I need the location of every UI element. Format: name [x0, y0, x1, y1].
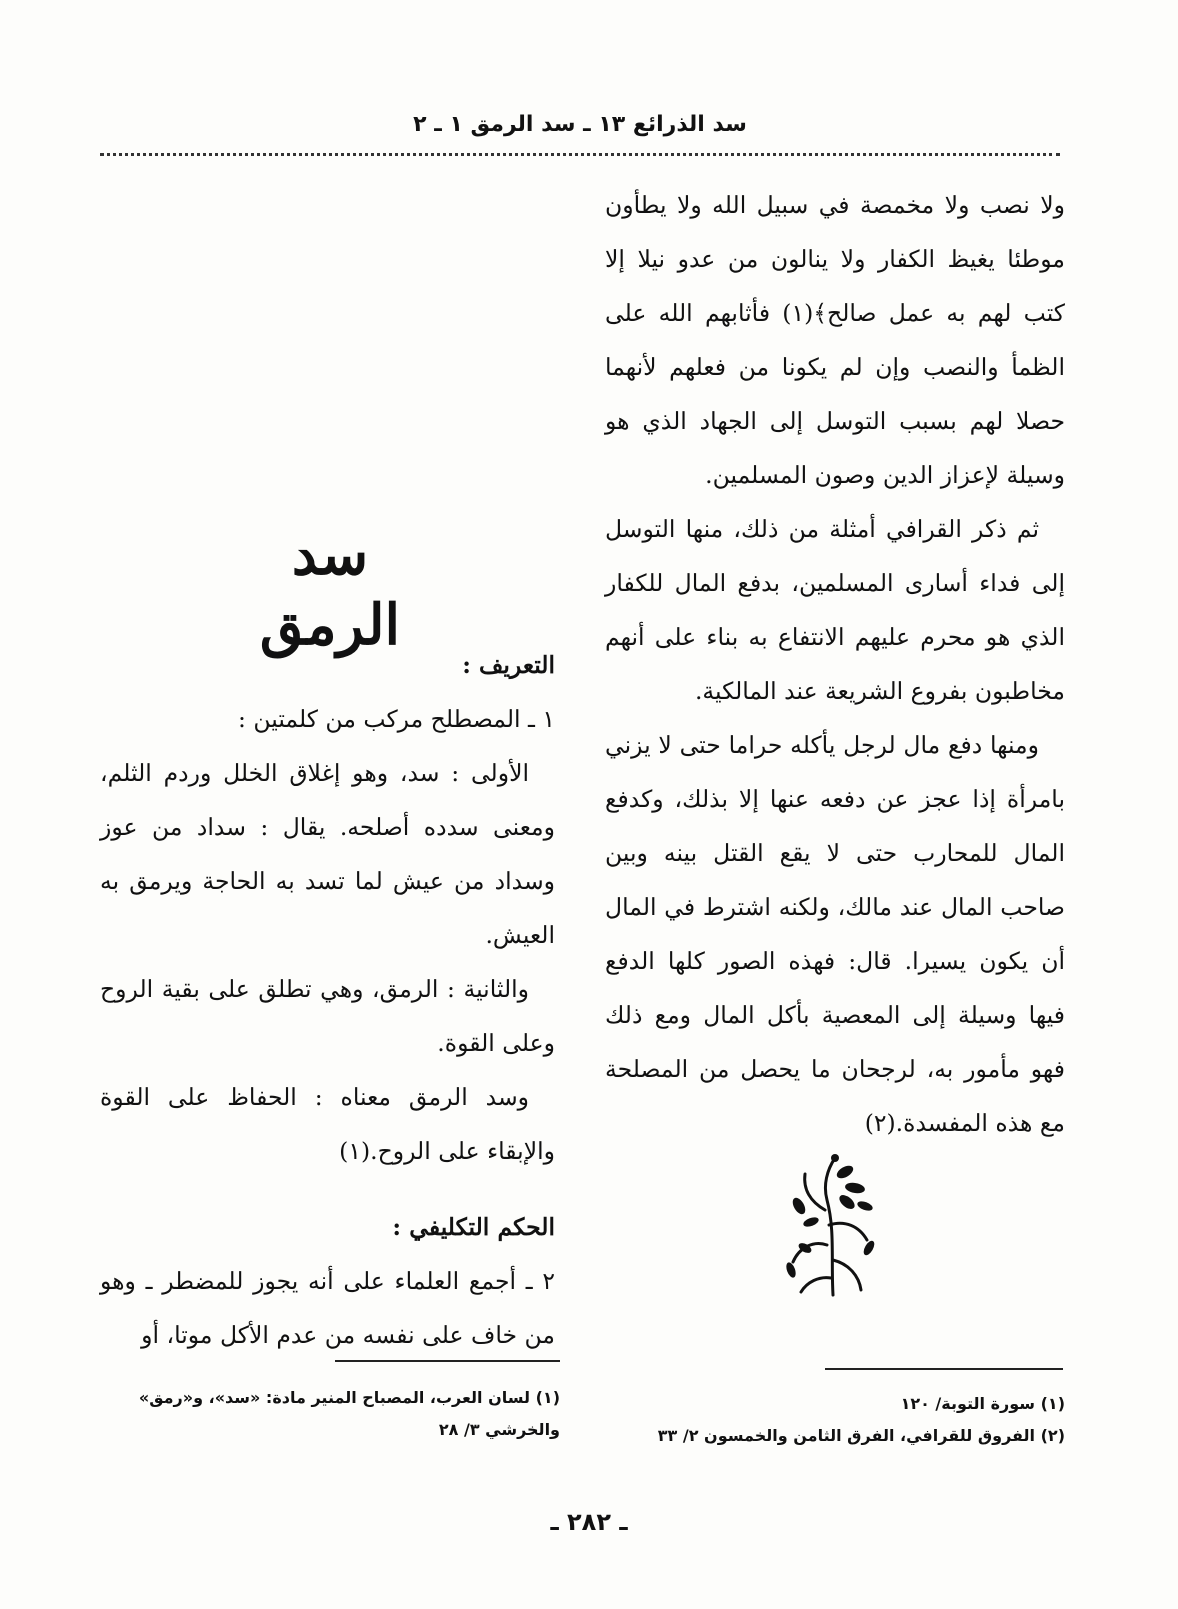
footnotes-left: [100, 1382, 560, 1446]
footnote-rule: [825, 1368, 1063, 1370]
footnotes-right: [605, 1388, 1065, 1452]
paragraph: والثانية : الرمق، وهي تطلق على بقية الروح وعلى القوة.: [100, 975, 555, 1057]
paragraph: ولا نصب ولا مخمصة في سبيل الله ولا يطأون موطئا يغيظ الكفار ولا ينالون من عدو نيلا إلا كتب لهم به عمل صالح﴾(١) فأثابهم الله على الظمأ والنصب وإن لم يكونا من فعلهم لأنهما حصلا لهم بسبب التوسل إلى الجهاد الذي هو وسيلة لإعزاز الدين وصون المسلمين.: [605, 191, 1065, 489]
paragraph: ٢ ـ أجمع العلماء على أنه يجوز للمضطر ـ وهو من خاف على نفسه من عدم الأكل موتا، أو: [100, 1267, 555, 1349]
paragraph: الأولى : سد، وهو إغلاق الخلل وردم الثلم، ومعنى سدده أصلحه. يقال : سداد من عوز وسداد من عيش لما تسد به الحاجة ويرمق به العيش.: [100, 759, 555, 949]
paragraph: ومنها دفع مال لرجل يأكله حراما حتى لا يزني بامرأة إذا عجز عن دفعه عنها إلا بذلك، وكدفع المال للمحارب حتى لا يقع القتل بينه وبين صاحب المال عند مالك، ولكنه اشترط في المال أن يكون يسيرا. قال: فهذه الصور كلها الدفع فيها وسيلة إلى المعصية بأكل المال ومع ذلك فهو مأمور به، لرجحان ما يحصل من المصلحة مع هذه المفسدة.(٢): [605, 731, 1065, 1137]
footnote: (١) سورة التوبة/ ١٢٠: [900, 1394, 1065, 1413]
floral-ornament-icon: [775, 1150, 885, 1300]
footnote: (٢) الفروق للقرافي، الفرق الثامن والخمسون ٢/ ٣٣: [657, 1426, 1065, 1445]
paragraph: وسد الرمق معناه : الحفاظ على القوة والإبقاء على الروح.(١): [100, 1083, 555, 1165]
definition-heading: التعريف :: [462, 651, 555, 679]
footnote: (١) لسان العرب، المصباح المنير مادة: «سد»، و«رمق» والخرشي ٣/ ٢٨: [138, 1388, 560, 1439]
left-column: [100, 638, 555, 1362]
header-dotted-rule: [100, 153, 1060, 156]
section-title: سد الرمق: [259, 522, 401, 658]
item-intro: ١ ـ المصطلح مركب من كلمتين :: [237, 705, 555, 733]
running-header: سد الذرائع ١٣ ـ سد الرمق ١ ـ ٢: [413, 112, 747, 137]
paragraph: ثم ذكر القرافي أمثلة من ذلك، منها التوسل إلى فداء أسارى المسلمين، بدفع المال للكفار الذي هو محرم عليهم الانتفاع به بناء على أنهم مخاطبون بفروع الشريعة عند المالكية.: [605, 515, 1065, 705]
page-number: ـ ٢٨٢ ـ: [550, 1508, 628, 1536]
footnote-rule: [335, 1360, 560, 1362]
right-column: [605, 178, 1065, 1150]
ruling-heading: الحكم التكليفي :: [392, 1213, 555, 1241]
